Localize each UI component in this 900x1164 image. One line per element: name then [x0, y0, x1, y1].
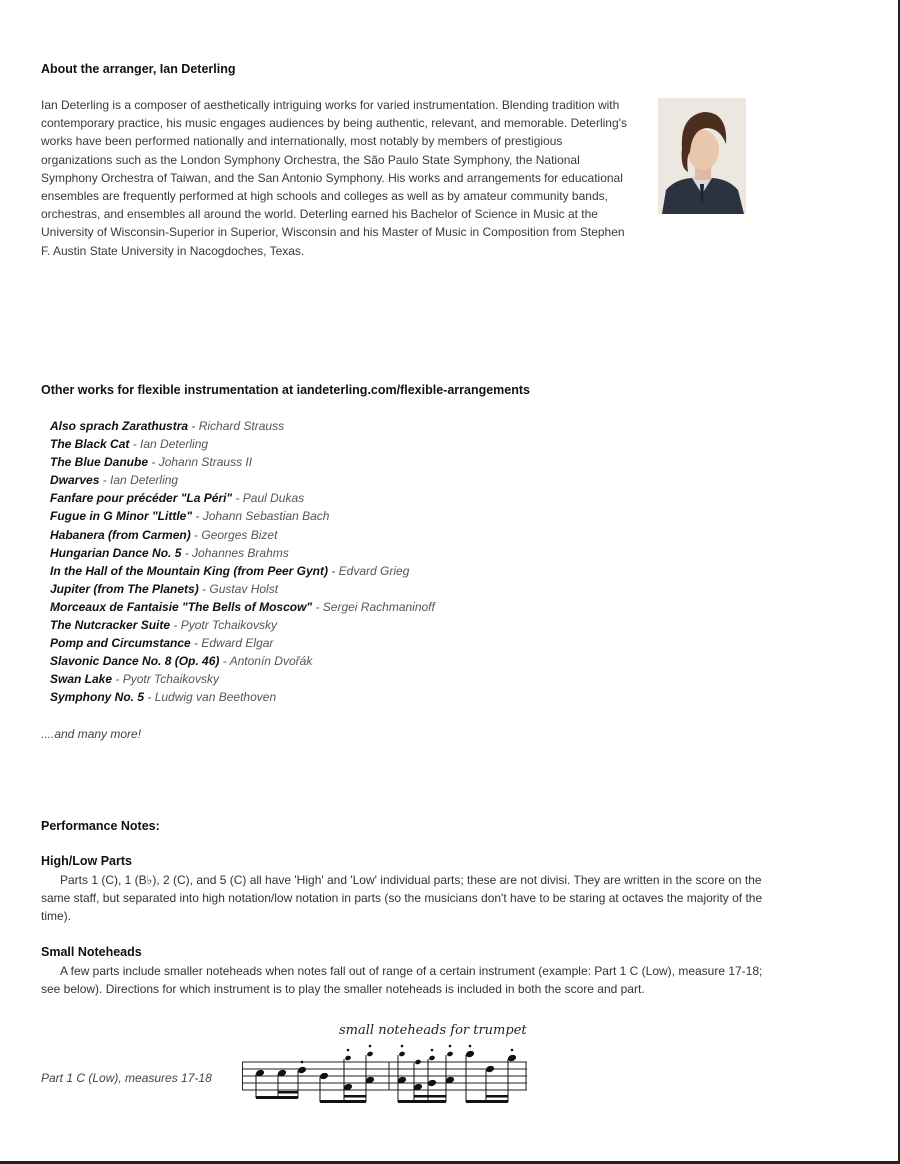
work-title: Slavonic Dance No. 8 (Op. 46) [50, 654, 220, 669]
work-composer: Johann Sebastian Bach [202, 509, 330, 524]
arranger-photo [658, 98, 746, 214]
work-title: Hungarian Dance No. 5 [50, 545, 182, 560]
work-separator: - [148, 455, 159, 470]
work-title: Pomp and Circumstance [50, 636, 191, 651]
works-heading: Other works for flexible instrumentation at iandeterling.com/flexible-arrangements [41, 383, 530, 397]
work-item [50, 471, 435, 489]
work-composer: Johann Strauss II [158, 455, 253, 470]
work-separator: - [232, 491, 243, 506]
work-title: Symphony No. 5 [50, 690, 145, 705]
work-composer: Edvard Grieg [338, 563, 410, 578]
work-item [50, 417, 435, 435]
work-composer: Georges Bizet [201, 527, 278, 542]
work-separator: - [219, 654, 230, 669]
work-separator: - [99, 473, 111, 488]
work-item [50, 652, 435, 670]
music-example-label: small noteheads for trumpet [339, 1023, 527, 1038]
work-separator: - [190, 527, 202, 542]
work-item [50, 616, 435, 634]
work-item [50, 598, 435, 616]
work-composer: Paul Dukas [242, 491, 305, 506]
work-composer: Ian Deterling [110, 473, 179, 488]
work-title: The Black Cat [50, 437, 130, 452]
work-composer: Johannes Brahms [192, 545, 289, 560]
works-list [50, 417, 435, 707]
work-item [50, 507, 435, 525]
work-separator: - [181, 545, 193, 560]
work-title: Swan Lake [50, 672, 113, 687]
work-separator: - [198, 581, 210, 596]
work-separator: - [188, 419, 199, 433]
work-composer: Pyotr Tchaikovsky [180, 618, 277, 633]
work-separator: - [312, 599, 323, 614]
work-separator: - [328, 563, 339, 578]
work-item [50, 580, 435, 598]
work-separator: - [129, 437, 141, 452]
work-separator: - [112, 672, 123, 687]
work-title: In the Hall of the Mountain King (from Peer Gynt) [50, 563, 328, 578]
work-composer: Gustav Holst [209, 581, 279, 596]
high-low-paragraph: Parts 1 (C), 1 (B♭), 2 (C), and 5 (C) all have 'High' and 'Low' individual parts; these are not divisi. They are written in the score on the same staff, but separated into high notation/low notation in parts (so the musicians don't have to be staring at octaves the majority of the time). [41, 873, 763, 924]
work-item [50, 453, 435, 471]
work-composer: Sergei Rachmaninoff [322, 599, 435, 614]
music-example-caption: Part 1 C (Low), measures 17-18 [41, 1071, 212, 1085]
work-item [50, 670, 435, 688]
small-noteheads-heading: Small Noteheads [41, 945, 142, 959]
more-works-note: ....and many more! [41, 727, 142, 741]
work-item [50, 544, 435, 562]
work-item [50, 489, 435, 507]
work-title: Habanera (from Carmen) [50, 527, 191, 542]
work-title: Fugue in G Minor "Little" [50, 509, 193, 524]
work-title: Fanfare pour précéder "La Péri" [50, 491, 233, 506]
work-composer: Richard Strauss [198, 419, 285, 433]
work-separator: - [190, 636, 202, 651]
work-composer: Edward Elgar [201, 636, 274, 651]
music-example [242, 1040, 532, 1117]
bio-paragraph: Ian Deterling is a composer of aesthetically intriguing works for varied instrumentation. Blending tradition with contemporary practice, his music engages audiences by being authentic, relevant, and memorable. Deterling's works have been performed nationally and internationally, most notably by members of prestigious organizations such as the London Symphony Orchestra, the São Paulo State Symphony, the National Symphony Orchestra of Taiwan, and the San Antonio Symphony. His works and arrangements for educational ensembles are frequently performed at high schools and colleges as well as by amateur community bands, orchestras, and ensembles all around the world. Deterling earned his Bachelor of Science in Music at the University of Wisconsin-Superior in Superior, Wisconsin and his Master of Music in Composition from Stephen F. Austin State University in Nacogdoches, Texas. [41, 98, 627, 258]
about-heading: About the arranger, Ian Deterling [41, 62, 236, 76]
work-item [50, 526, 435, 544]
work-item [50, 688, 435, 706]
work-separator: - [170, 618, 181, 633]
work-title: Dwarves [50, 473, 100, 488]
work-item [50, 435, 435, 453]
work-composer: Antonín Dvořák [229, 654, 313, 669]
work-title: Jupiter (from The Planets) [50, 581, 199, 596]
work-title: The Blue Danube [50, 455, 149, 470]
work-composer: Ian Deterling [140, 437, 209, 452]
work-separator: - [192, 509, 203, 524]
work-separator: - [144, 690, 155, 705]
work-title: The Nutcracker Suite [50, 618, 171, 633]
work-composer: Ludwig van Beethoven [154, 690, 277, 705]
work-item [50, 562, 435, 580]
small-noteheads-paragraph: A few parts include smaller noteheads when notes fall out of range of a certain instrument (example: Part 1 C (Low), measure 17-18; see below). Directions for which instrument is to play the smaller noteheads is included in both the score and part. [41, 964, 763, 997]
work-item [50, 634, 435, 652]
high-low-heading: High/Low Parts [41, 854, 132, 868]
performance-heading: Performance Notes: [41, 819, 160, 833]
work-title: Morceaux de Fantaisie "The Bells of Moscow" [50, 599, 313, 614]
work-title: Also sprach Zarathustra [50, 419, 189, 433]
work-composer: Pyotr Tchaikovsky [122, 672, 219, 687]
